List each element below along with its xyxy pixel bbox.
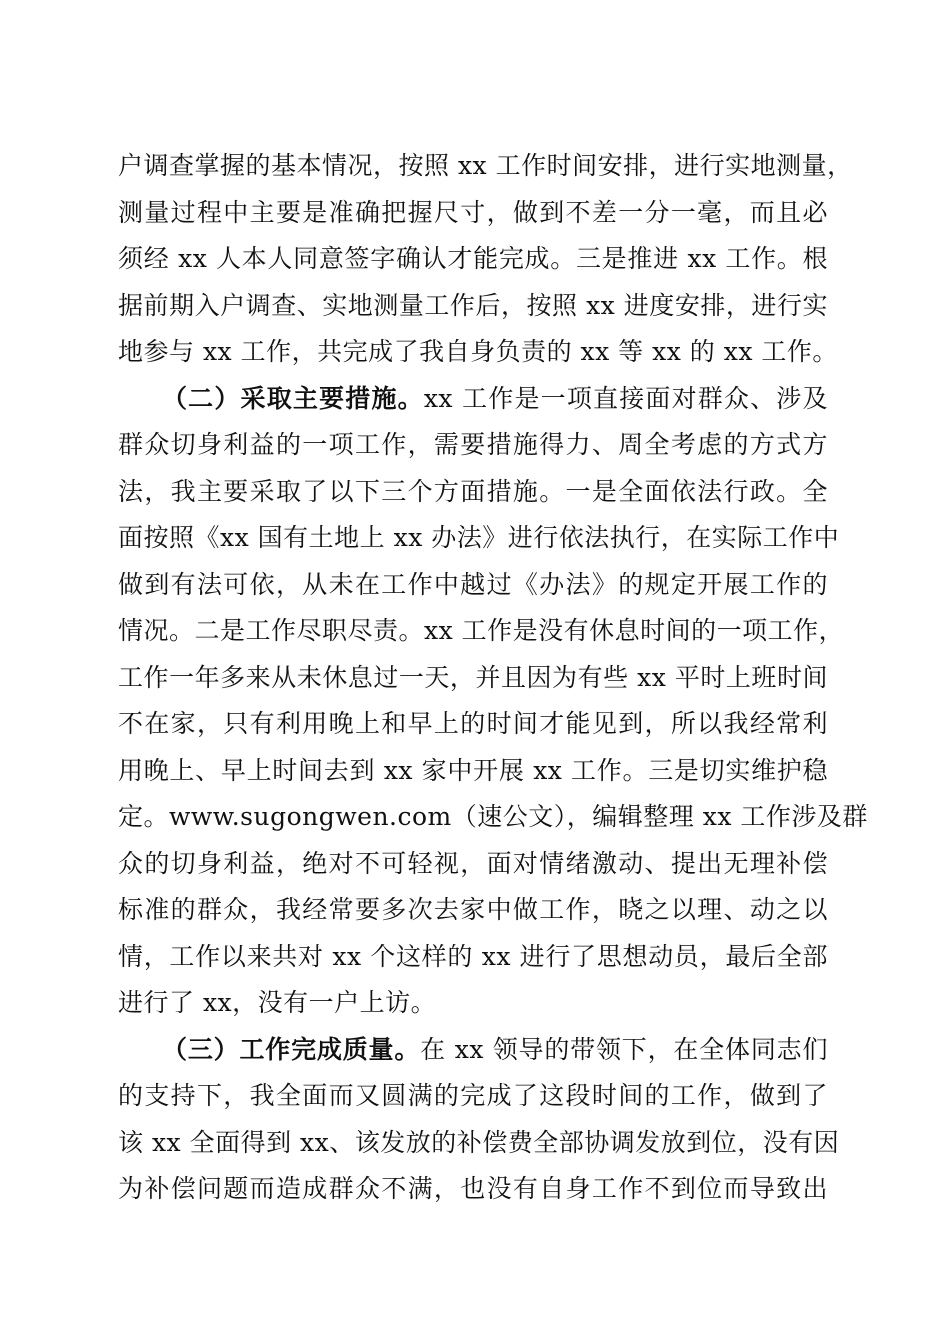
paragraph-line: 测量过程中主要是准确把握尺寸，做到不差一分一毫，而且必 [118,197,828,227]
paragraph-line: 标准的群众，我经常要多次去家中做工作，晓之以理、动之以 [118,895,828,924]
paragraph-first-line [118,376,828,423]
paragraph-line: 据前期入户调查、实地测量工作后，按照 xx 进度安排，进行实 [118,290,828,320]
paragraph-line: 地参与 xx 工作，共完成了我自身负责的 xx 等 xx 的 xx 工作。 [118,337,838,366]
document-body [118,143,868,1213]
paragraph-line: 户调查掌握的基本情况，按照 xx 工作时间安排，进行实地测量， [118,151,853,180]
paragraph-line: 工作一年多来从未休息过一天，并且因为有些 xx 平时上班时间 [118,662,828,692]
paragraph-first-line [118,1027,828,1074]
section-heading: （三）工作完成质量。 [162,1034,421,1064]
paragraph-line: 须经 xx 人本人同意签字确认才能完成。三是推进 xx 工作。根 [118,244,828,273]
paragraph-line: 不在家，只有利用晚上和早上的时间才能见到，所以我经常利 [118,709,828,738]
paragraph-text: 在 xx 领导的带领下，在全体同志们 [420,1034,828,1064]
paragraph-line: 群众切身利益的一项工作，需要措施得力、周全考虑的方式方 [118,430,828,459]
paragraph-line: 该 xx 全面得到 xx、该发放的补偿费全部协调发放到位，没有因 [118,1127,840,1157]
paragraph-line: 的支持下，我全面而又圆满的完成了这段时间的工作，做到了 [118,1081,828,1110]
paragraph-line: 面按照《xx 国有土地上 xx 办法》进行依法执行，在实际工作中 [118,523,840,552]
paragraph-line: 用晚上、早上时间去到 xx 家中开展 xx 工作。三是切实维护稳 [118,755,828,785]
paragraph-text: xx 工作是一项直接面对群众、涉及 [423,383,828,413]
paragraph-line: 进行了 xx，没有一户上访。 [118,988,437,1017]
paragraph-line: 情况。二是工作尽职尽责。xx 工作是没有休息时间的一项工作， [118,616,845,645]
paragraph-line: 为补偿问题而造成群众不满，也没有自身工作不到位而导致出 [118,1174,828,1203]
paragraph-line: 众的切身利益，绝对不可轻视，面对情绪激动、提出无理补偿 [118,848,828,878]
section-heading: （二）采取主要措施。 [162,383,424,413]
paragraph-line: 法，我主要采取了以下三个方面措施。一是全面依法行政。全 [118,476,828,506]
paragraph-line: 情，工作以来共对 xx 个这样的 xx 进行了思想动员，最后全部 [118,941,828,971]
paragraph-line: 做到有法可依，从未在工作中越过《办法》的规定开展工作的 [118,569,828,599]
paragraph-line: 定。www.sugongwen.com（速公文），编辑整理 xx 工作涉及群 [118,802,868,831]
